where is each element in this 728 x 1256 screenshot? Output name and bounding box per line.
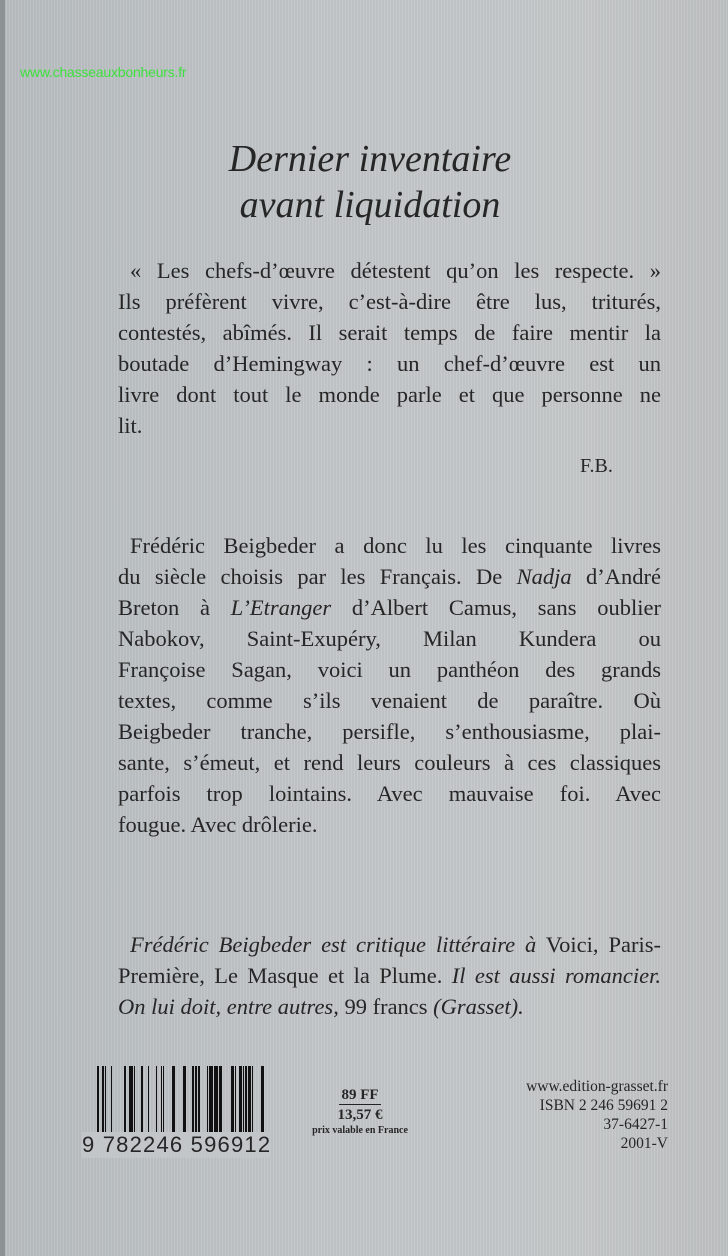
text-segment: d’André [571,564,661,589]
barcode-bar [214,1066,218,1142]
author-bio [118,929,661,1022]
barcode-bar [105,1066,106,1142]
text-segment: Frédéric Beigbeder est critique littéraire à [130,932,537,957]
text-segment: Première, Le Masque et la Plume. [118,963,452,988]
barcode-bar [252,1066,253,1142]
text-line [118,929,661,960]
text-line [118,809,661,840]
text-line [118,747,661,778]
text-segment: On lui doit, entre autres, [118,994,339,1019]
barcode-bar [161,1066,162,1142]
text-segment: textes, comme s’ils venaient de paraître. Où [118,688,661,713]
text-line [118,317,661,348]
barcode-bar [219,1066,222,1142]
publisher-code: 37-6427-1 [603,1116,668,1133]
text-segment: Breton à [118,595,231,620]
text-line [118,410,661,441]
publisher-url: www.edition-grasset.fr [526,1078,668,1095]
text-segment: contestés, abîmés. Il serait temps de faire mentir la [118,320,661,345]
text-line [118,654,661,685]
barcode-bar [198,1066,200,1142]
barcode-digits: 9 782246 596912 [82,1132,272,1157]
barcode-bar [156,1066,157,1142]
barcode-bar [183,1066,186,1142]
barcode-bar [207,1066,208,1142]
text-line [118,530,661,561]
barcode-bar [111,1066,112,1142]
barcode-bar [239,1066,242,1142]
text-line [118,960,661,991]
barcode-bar [192,1066,194,1142]
barcode-bar [163,1066,164,1142]
text-segment: boutade d’Hemingway : un chef-d’œuvre est un [118,351,661,376]
barcode-bar [245,1066,247,1142]
publisher-info [526,1077,668,1153]
barcode [97,1066,265,1142]
text-line [118,716,661,747]
text-line [118,255,661,286]
text-segment: 99 francs [338,994,434,1019]
price-francs: 89 FF [341,1087,379,1103]
barcode-bar [102,1066,104,1142]
watermark-link[interactable]: www.chasseauxbonheurs.fr [20,64,187,80]
price-note: prix valable en France [312,1125,408,1136]
text-segment: L’Etranger [230,595,332,620]
text-line [118,623,661,654]
text-segment: Beigbeder tranche, persifle, s’enthousiasme, plai- [118,719,661,744]
text-line [118,561,661,592]
book-title [0,136,728,228]
edition-code: 2001-V [620,1135,668,1152]
barcode-bar [231,1066,234,1142]
text-segment: Ils préfèrent vivre, c’est-à-dire être lus, triturés, [118,289,661,314]
title-line: avant liquidation [239,184,501,226]
title-line: Dernier inventaire [228,138,512,180]
text-segment: du siècle choisis par les Français. De [118,564,517,589]
barcode-bar [248,1066,251,1142]
isbn: ISBN 2 246 59691 2 [539,1097,668,1114]
text-segment: Voici, Paris- [536,932,661,957]
text-segment: Nabokov, Saint-Exupéry, Milan Kundera ou [118,626,661,651]
text-segment: « Les chefs-d’œuvre détestent qu’on les respecte. » [130,258,661,283]
text-segment: lit. [118,413,143,438]
text-segment: Frédéric Beigbeder a donc lu les cinquante livres [130,533,661,558]
text-segment: Françoise Sagan, voici un panthéon des grands [118,657,661,682]
barcode-bar [261,1066,264,1142]
text-line [118,348,661,379]
text-segment: sante, s’émeut, et rend leurs couleurs à ces classiques [118,750,661,775]
text-segment: parfois trop lointains. Avec mauvaise foi. Avec [118,781,661,806]
text-segment: livre dont tout le monde parle et que personne ne [118,382,661,407]
text-segment: Nadja [516,564,572,589]
barcode-bar [209,1066,213,1142]
text-line [118,379,661,410]
price-euros: 13,57 € [337,1107,383,1123]
quote-paragraph [118,255,661,441]
barcode-bar [129,1066,133,1142]
text-segment: fougue. Avec drôlerie. [118,812,318,837]
text-segment: Il est aussi romancier. [451,963,661,988]
barcode-bar [134,1066,135,1142]
barcode-bar [141,1066,143,1142]
price-block [290,1086,430,1136]
text-line [118,778,661,809]
text-line [118,991,661,1022]
barcode-bar [195,1066,197,1142]
text-segment: (Grasset). [433,994,524,1019]
barcode-bar [148,1066,149,1142]
text-segment: d’Albert Camus, sans oublier [331,595,661,620]
barcode-bar [243,1066,244,1142]
barcode-bar [97,1066,99,1142]
barcode-bar [235,1066,236,1142]
summary-paragraph [118,530,661,840]
text-line [118,685,661,716]
signature: F.B. [580,455,613,477]
text-line [118,592,661,623]
text-line [118,286,661,317]
barcode-bar [124,1066,126,1142]
barcode-bar [172,1066,175,1142]
